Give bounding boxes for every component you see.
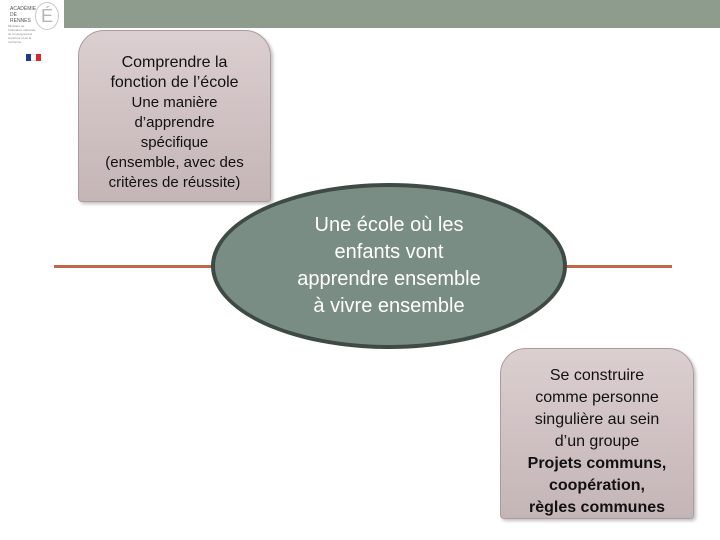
- logo-academy-text: ACADÉMIE DE RENNES: [10, 6, 37, 24]
- card-bottom-title: [501, 365, 693, 453]
- card-top-title: [79, 53, 270, 93]
- central-text: [269, 212, 509, 320]
- central-text-line: apprendre ensemble: [297, 268, 481, 290]
- card-top-title-line: Comprendre la: [121, 54, 228, 71]
- card-bottom-body-line: coopération,: [548, 477, 645, 494]
- card-bottom-title-line: singulière au sein: [534, 411, 660, 428]
- card-top-body-line: Une manière: [131, 94, 218, 111]
- central-text-line: à vivre ensemble: [313, 295, 465, 317]
- card-top-body: [79, 93, 270, 193]
- card-top-body-line: d’apprendre: [134, 114, 215, 131]
- card-bottom-body-line: règles communes: [528, 499, 666, 516]
- connector-right: [564, 265, 672, 268]
- card-top-body-line: critères de réussite): [108, 174, 241, 191]
- central-text-line: enfants vont: [334, 241, 444, 263]
- card-bottom-title-line: d’un groupe: [554, 433, 640, 450]
- connector-left: [54, 265, 214, 268]
- card-bottom-title-line: comme personne: [535, 389, 659, 406]
- card-personal-growth: [500, 348, 694, 519]
- central-ellipse: [211, 183, 567, 349]
- card-top-body-line: spécifique: [140, 134, 209, 151]
- card-school-function: [78, 30, 271, 202]
- header-bar: [64, 0, 720, 28]
- card-bottom-title-line: Se construire: [549, 367, 645, 384]
- academy-logo: [0, 0, 64, 68]
- card-top-body-line: (ensemble, avec des: [105, 154, 244, 171]
- french-flag-icon: [26, 54, 41, 61]
- logo-emblem-icon: É: [35, 2, 59, 30]
- card-bottom-body: [501, 453, 693, 519]
- card-top-title-line: fonction de l’école: [110, 74, 239, 91]
- central-text-line: Une école où les: [314, 214, 464, 236]
- logo-ministry-text: Ministère de l'éducation nationale, de l'enseignement supérieur et de la recherche: [8, 24, 37, 44]
- card-bottom-body-line: Projets communs,: [527, 455, 667, 472]
